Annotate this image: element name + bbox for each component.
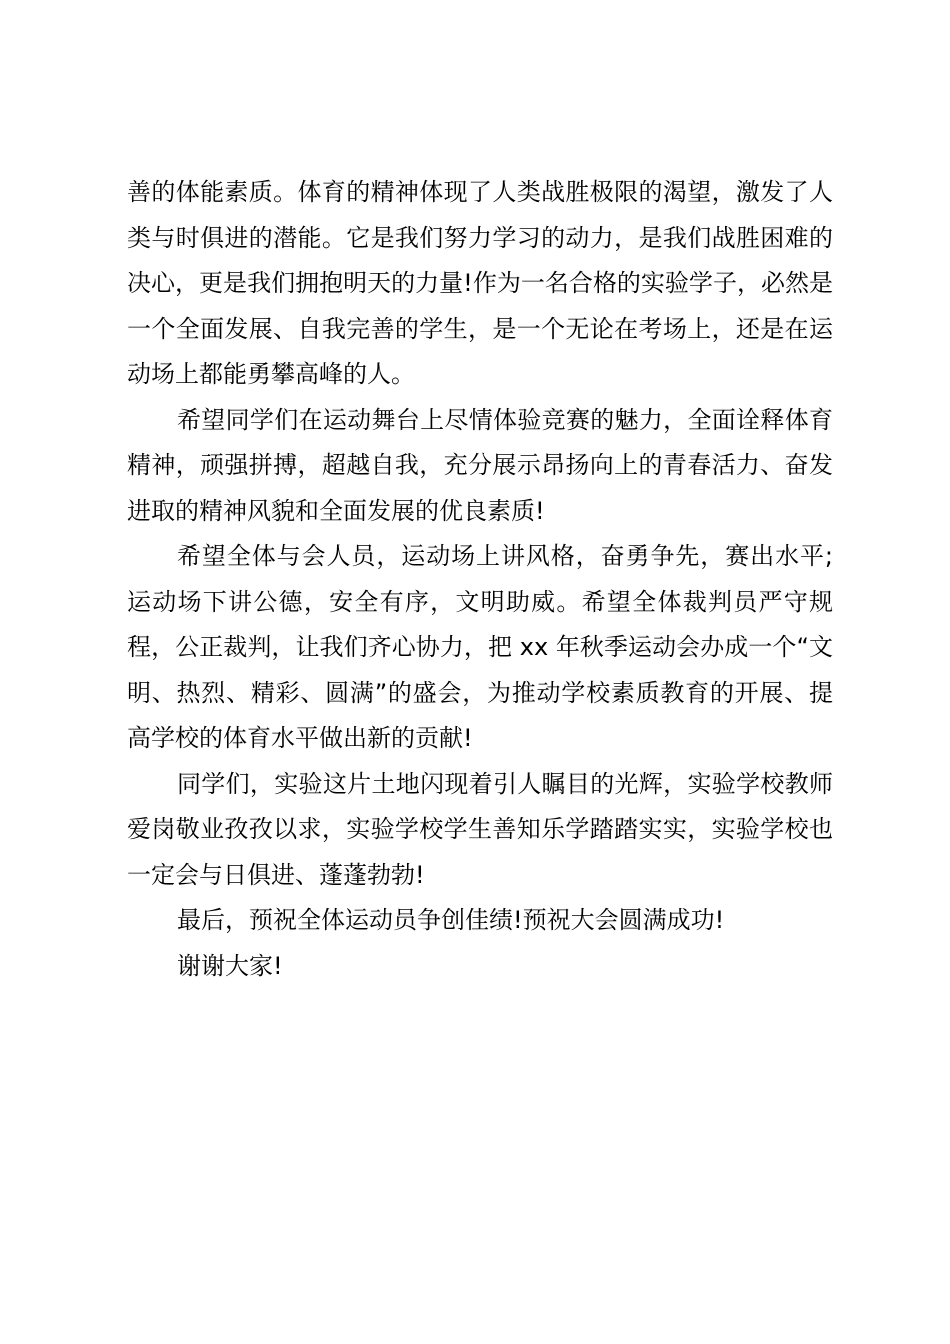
paragraph-continuation: 善的体能素质。体育的精神体现了人类战胜极限的渴望，激发了人类与时俱进的潜能。它是我们努力学习的动力，是我们战胜困难的决心，更是我们拥抱明天的力量!作为一名合格的实验学子，必然是一个全面发展、自我完善的学生，是一个无论在考场上，还是在运动场上都能勇攀高峰的人。: [127, 178, 833, 388]
paragraph-closing-wishes: 最后，预祝全体运动员争创佳绩!预祝大会圆满成功!: [177, 906, 725, 934]
paragraph-school-praise: 同学们，实验这片土地闪现着引人瞩目的光辉，实验学校教师爱岗敬业孜孜以求，实验学校学生善知乐学踏踏实实，实验学校也一定会与日俱进、蓬蓬勃勃!: [127, 769, 833, 889]
paragraph-wish-participants: 希望全体与会人员，运动场上讲风格，奋勇争先，赛出水平;运动场下讲公德，安全有序，文明助威。希望全体裁判员严守规程，公正裁判，让我们齐心协力，把 xx 年秋季运动会办成一个“文明、热烈、精彩、圆满”的盛会，为推动学校素质教育的开展、提高学校的体育水平做出新的贡献!: [127, 542, 833, 752]
document-body: [127, 170, 833, 989]
paragraph-thanks: 谢谢大家!: [177, 951, 283, 980]
paragraph-wish-students: 希望同学们在运动舞台上尽情体验竞赛的魅力，全面诠释体育精神，顽强拼搏，超越自我，充分展示昂扬向上的青春活力、奋发进取的精神风貌和全面发展的优良素质!: [127, 405, 833, 525]
